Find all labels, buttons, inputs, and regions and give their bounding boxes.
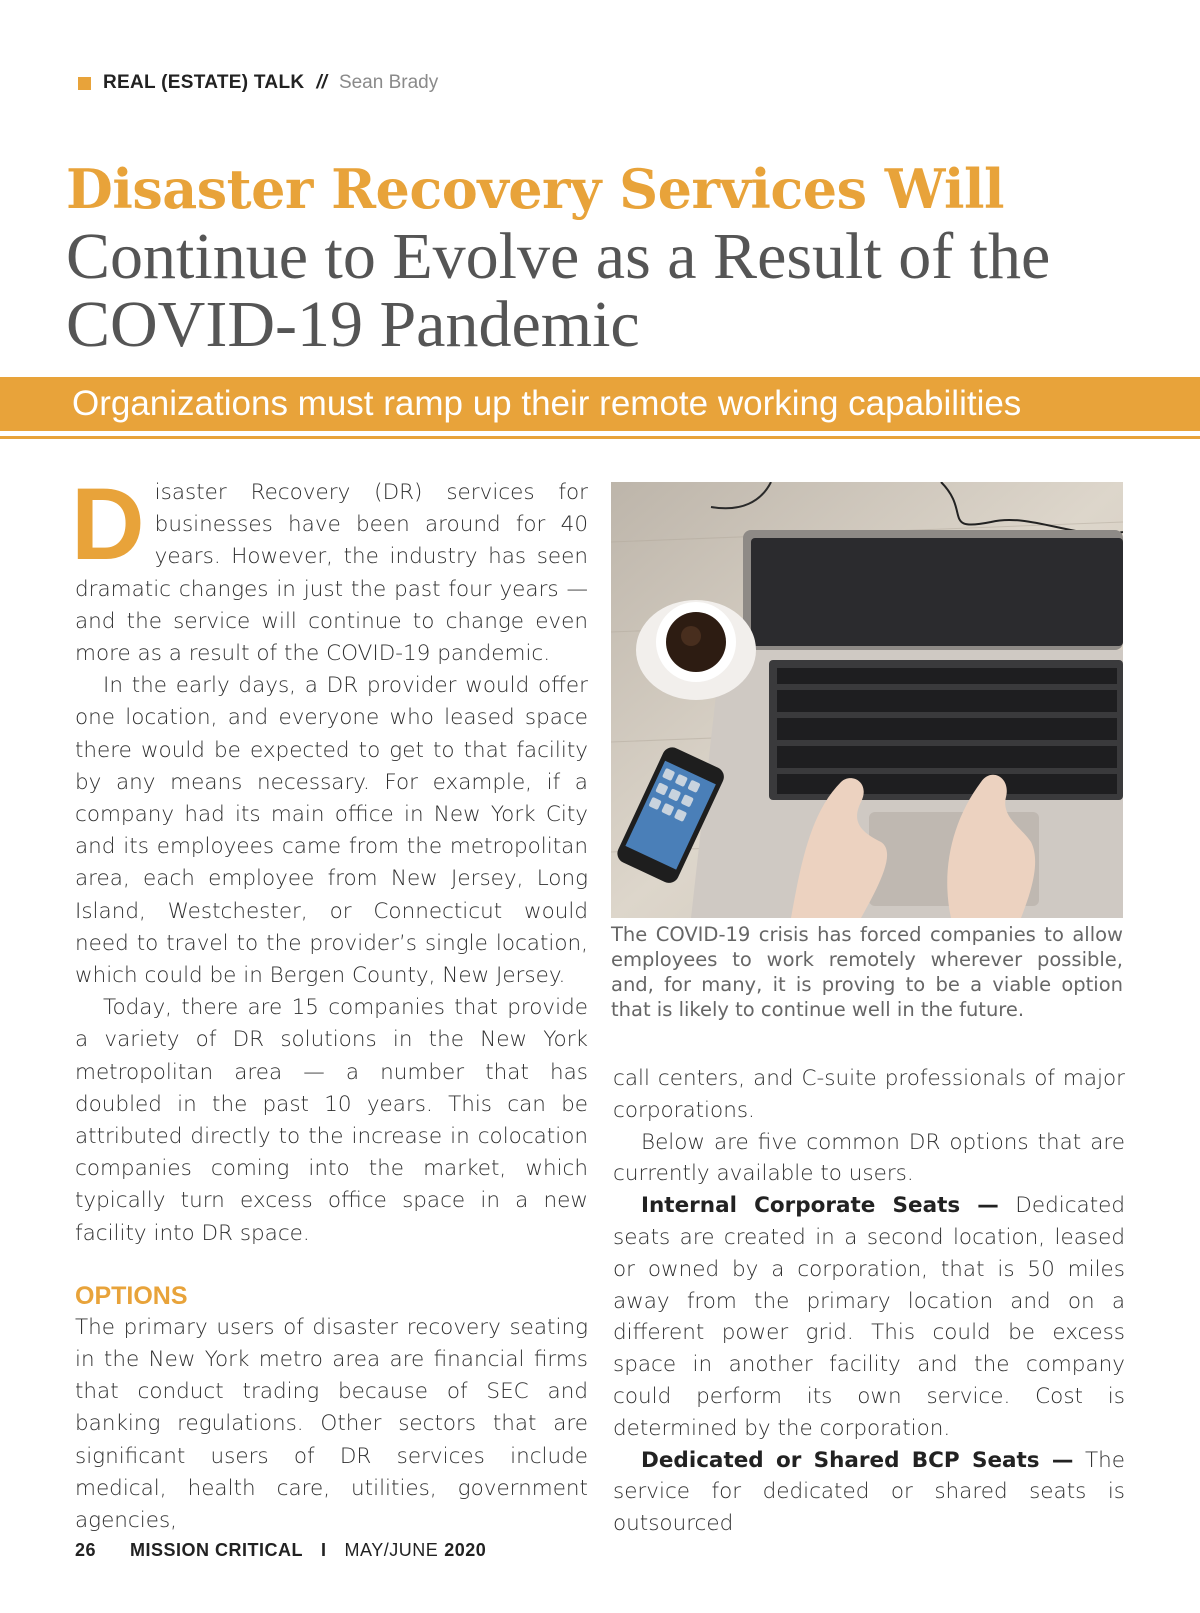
section-header [78,72,438,94]
photo-caption: The COVID-19 crisis has forced companies to allow employees to work remotely wherever possible, and, for many, it is proving to be a viable option that is likely to continue well in the future. [611,923,1123,1021]
section-square-icon [78,77,91,90]
option-text: The service for dedicated or shared seats is outsourced [613,1447,1126,1537]
article-photo [611,482,1123,918]
author-name: Sean Brady [338,72,439,93]
paragraph: call centers, and C-suite professionals of major corporations. [613,1066,1125,1123]
option-heading: Dedicated or Shared BCP Seats — [641,1447,1074,1473]
paragraph: Today, there are 15 companies that provide a variety of DR solutions in the New York metropolitan area — a number that has doubled in the past 10 years. This can be attributed directly to the increase in colocation companies coming into the market, which typically turn excess office space in a new facility into DR space. [75,995,588,1246]
paragraph-intro-text: isaster Recovery (DR) services for businesses have been around for 40 years. However, the industry has seen dramatic changes in just the past four years — and the service will continue to change even more as a result of the COVID-19 pandemic. [75,480,588,667]
option-heading: Internal Corporate Seats — [641,1193,999,1219]
header-separator: // [316,72,327,93]
subtitle-bar: Organizations must ramp up their remote working capabilities [0,377,1200,431]
drop-cap: D [71,467,145,581]
title-line-highlight: Disaster Recovery Services Will [66,157,1005,221]
section-label: REAL (ESTATE) TALK [103,72,305,93]
left-column [71,467,588,1537]
paragraph-option-internal [613,1190,1125,1444]
footer-separator: I [321,1540,327,1560]
section-heading-options: OPTIONS [75,1281,188,1310]
title-line-rest: Continue to Evolve as a Result of the COVID-19 Pandemic [66,220,1051,361]
paragraph: Below are five common DR options that are currently available to users. [613,1129,1125,1187]
right-column [613,1063,1125,1540]
issue-year: 2020 [444,1540,487,1560]
magazine-name: MISSION CRITICAL [130,1540,304,1560]
page-footer [75,1540,486,1561]
paragraph: In the early days, a DR provider would offer one location, and everyone who leased space there would be expected to get to that facility by any means necessary. For example, if a company had its main office in New York City and its employees came from the metropolitan area, each employee from New Jersey, Long Island, Westchester, or Connecticut would need to travel to the provider’s single location, which could be in Bergen County, New Jersey. [75,673,588,989]
option-text: Dedicated seats are created in a second location, leased or owned by a corporation, that is 50 miles away from the primary location and on a different power grid. This could be excess space in another facility and the company could perform its own service. Cost is determined by the corporation. [613,1193,1126,1441]
page-number: 26 [75,1540,97,1560]
paragraph-option-bcp [613,1445,1125,1540]
subtitle-rule [0,436,1200,439]
laptop-photo-illustration [611,482,1123,918]
paragraph: The primary users of disaster recovery seating in the New York metro area are financial firms that conduct trading because of SEC and banking regulations. Other sectors that are significant users of DR services include medical, health care, utilities, government agencies, [75,1314,588,1534]
issue-month: MAY/JUNE [344,1540,439,1560]
article-title [66,155,1176,359]
paragraph-intro [71,467,588,670]
